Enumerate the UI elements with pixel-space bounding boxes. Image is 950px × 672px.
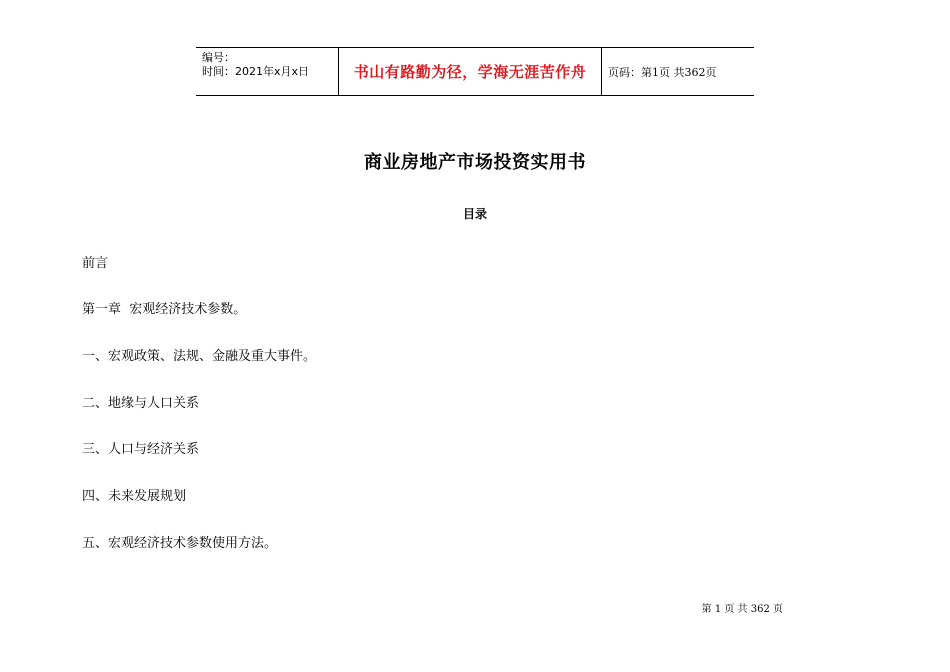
header-page-info: 页码：第1页 共362页 [608, 65, 717, 79]
header-motto-cell [339, 48, 602, 95]
serial-label: 编号： [202, 51, 235, 64]
toc-item-section-1: 一、宏观政策、法规、金融及重大事件。 [82, 349, 317, 364]
header-meta-cell [196, 48, 339, 95]
document-title: 商业房地产市场投资实用书 [364, 152, 586, 173]
toc-heading: 目录 [462, 207, 487, 221]
toc-item-section-2: 二、地缘与人口关系 [82, 396, 200, 411]
page-footer: 第 1 页 共 362 页 [701, 604, 783, 615]
toc-item-chapter-1: 第一章 宏观经济技术参数。 [82, 302, 247, 317]
page-header [196, 47, 754, 96]
header-page-cell [602, 48, 754, 95]
toc-item-section-3: 三、人口与经济关系 [82, 442, 200, 457]
toc-item-section-5: 五、宏观经济技术参数使用方法。 [82, 536, 278, 551]
header-motto: 书山有路勤为径，学海无涯苦作舟 [353, 63, 587, 81]
time-label: 时间：2021年x月x日 [202, 65, 310, 78]
toc-item-preface: 前言 [82, 256, 109, 271]
toc-item-section-4: 四、未来发展规划 [82, 489, 187, 504]
